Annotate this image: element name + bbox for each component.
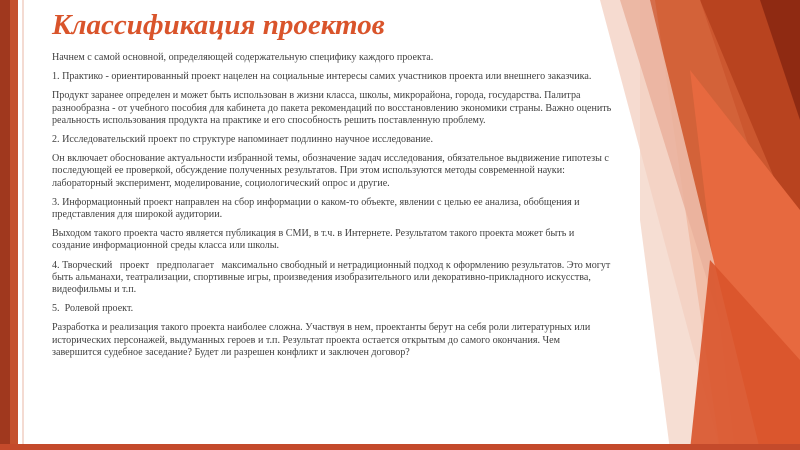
- info-project-description: Выходом такого проекта часто является публикация в СМИ, в т.ч. в Интернете. Результатом такого проекта может быть и создание информационной среды класса или школы.: [52, 228, 575, 252]
- left-accent-bar-dark: [0, 0, 10, 450]
- info-project-heading: 3. Информационный проект направлен на сбор информации о каком-то объекте, явлении с целью ее анализа, обобщения и представления для широкой аудитории.: [52, 196, 580, 221]
- left-accent-bar-light: [10, 0, 18, 450]
- practice-project-description: Продукт заранее определен и может быть использован в жизни класса, школы, микрорайона, города, государства. Палитра разнообразна - от учебного пособия для кабинета до пакета рекомендаций по восстановлению экономики страны. Важно оценить реальность использования продукта на практике и его способность решить поставленную проблему.: [52, 90, 612, 126]
- research-project-description: Он включает обоснование актуальности избранной темы, обозначение задач исследования, обязательное выдвижение гипотезы с последующей ее проверкой, обсуждение полученных результатов. При этом используются методы современной науки: лабораторный эксперимент, моделирование, социологический опрос и другие.: [52, 153, 609, 189]
- slide-title: Классификация проектов: [52, 9, 385, 41]
- research-project-heading: 2. Исследовательский проект по структуре напоминает подлинно научное исследование.: [52, 134, 434, 146]
- creative-project-paragraph: 4. Творческий проект предполагает максимально свободный и нетрадиционный подход к оформлению результатов. Это могут быть альманахи, театрализации, спортивные игры, произведения изобразительного или декоративно-прикладного искусства, видеофильмы и т.п.: [52, 259, 613, 296]
- bottom-accent-bar: [0, 444, 800, 450]
- intro-paragraph: Начнем с самой основной, определяющей содержательную специфику каждого проекта.: [52, 52, 434, 63]
- slide-body: [52, 52, 612, 366]
- role-project-description: Разработка и реализация такого проекта наиболее сложна. Участвуя в нем, проектанты берут на себя роли литературных или исторических персонажей, выдуманных героев и т.п. Результат проекта остается открытым до самого окончания. Чем завершится судебное заседание? Будет ли разрешен конфликт и заключен договор?: [52, 322, 591, 358]
- role-project-heading: 5. Ролевой проект.: [52, 303, 134, 315]
- practice-project-heading: 1. Практико - ориентированный проект нацелен на социальные интересы самих участников проекта или внешнего заказчика.: [52, 71, 592, 83]
